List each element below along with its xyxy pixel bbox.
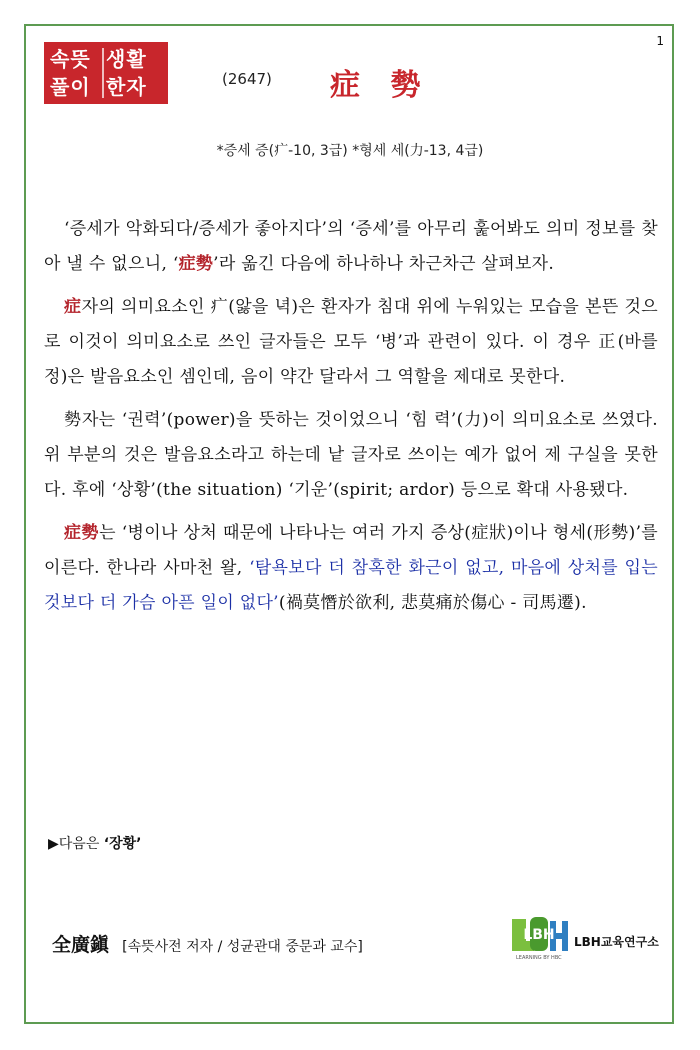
logo-text: 풀이 bbox=[50, 75, 91, 99]
logo-text: 한자 bbox=[106, 75, 147, 99]
page-title: 症 勢 bbox=[330, 68, 431, 103]
author-role: [속뜻사전 저자 / 성균관대 중문과 교수] bbox=[122, 939, 363, 955]
text-run: 자의 의미요소인 疒(앓을 녁)은 환자가 침대 위에 누워있는 모습을 본뜬 것으로 이것이 의미요소로 쓰인 글자들은 모두 ‘병’과 관련이 있다. 이 경우 正(바를 정)은 발음요소인 셈인데, 음이 약간 달라서 그 역할을 제대로 못한다. bbox=[44, 297, 658, 387]
logo-divider bbox=[102, 48, 104, 98]
next-prefix: ▶다음은 bbox=[48, 836, 104, 852]
highlight-term: 症勢 bbox=[64, 523, 100, 543]
publisher-name: LBH교육연구소 bbox=[574, 935, 659, 949]
text-run: (禍莫憯於欲利, 悲莫痛於傷心 - 司馬遷). bbox=[278, 593, 587, 613]
next-word: ‘장황’ bbox=[103, 836, 142, 852]
publisher-tagline: LEARNING BY HBC bbox=[516, 955, 562, 961]
page-number: 1 bbox=[656, 34, 664, 48]
text-run: ’라 옮긴 다음에 하나하나 차근차근 살펴보자. bbox=[213, 254, 555, 274]
paragraph bbox=[44, 516, 658, 621]
quote-text: ‘탐욕보다 더 참혹한 화근이 없고, 마음에 상처를 입는 것보다 더 가슴 아픈 일이 없다’ bbox=[44, 558, 658, 613]
entry-code: (2647) bbox=[222, 70, 272, 88]
logo-text: 생활 bbox=[106, 47, 147, 71]
text-run: 는 ‘병이나 상처 때문에 나타나는 여러 가지 증상(症狀)이나 형세(形勢)’를 이른다. 한나라 사마천 왈, bbox=[44, 523, 659, 578]
paragraph bbox=[44, 290, 658, 395]
highlight-term: 症勢 bbox=[178, 254, 214, 274]
publisher-logo bbox=[510, 915, 660, 969]
next-entry bbox=[48, 833, 141, 853]
highlight-term: 症 bbox=[64, 297, 82, 317]
author-line bbox=[52, 930, 363, 957]
reading-info: *증세 증(疒-10, 3급) *형세 세(力-13, 4급) bbox=[216, 143, 484, 159]
lbh-mark-text: LBH bbox=[523, 927, 555, 943]
paragraph bbox=[44, 212, 658, 282]
paragraph: 勢자는 ‘권력’(power)을 뜻하는 것이었으니 ‘힘 력’(力)이 의미요소로 쓰였다. 위 부분의 것은 발음요소라고 하는데 낱 글자로 쓰이는 예가 없어 제 구실을 못한다. 후에 ‘상황’(the situation) ‘기운’(spirit; ardor) 등으로 확대 사용됐다. bbox=[44, 410, 658, 500]
logo-text: 속뜻 bbox=[50, 47, 91, 71]
author-name: 全廣鎭 bbox=[52, 934, 110, 956]
brand-logo bbox=[44, 42, 168, 104]
text-run: ‘증세가 악화되다/증세가 좋아지다’의 ‘증세’를 아무리 훑어봐도 의미 정보를 찾아 낼 수 없으니, ‘ bbox=[44, 219, 658, 274]
article-body bbox=[44, 212, 658, 629]
